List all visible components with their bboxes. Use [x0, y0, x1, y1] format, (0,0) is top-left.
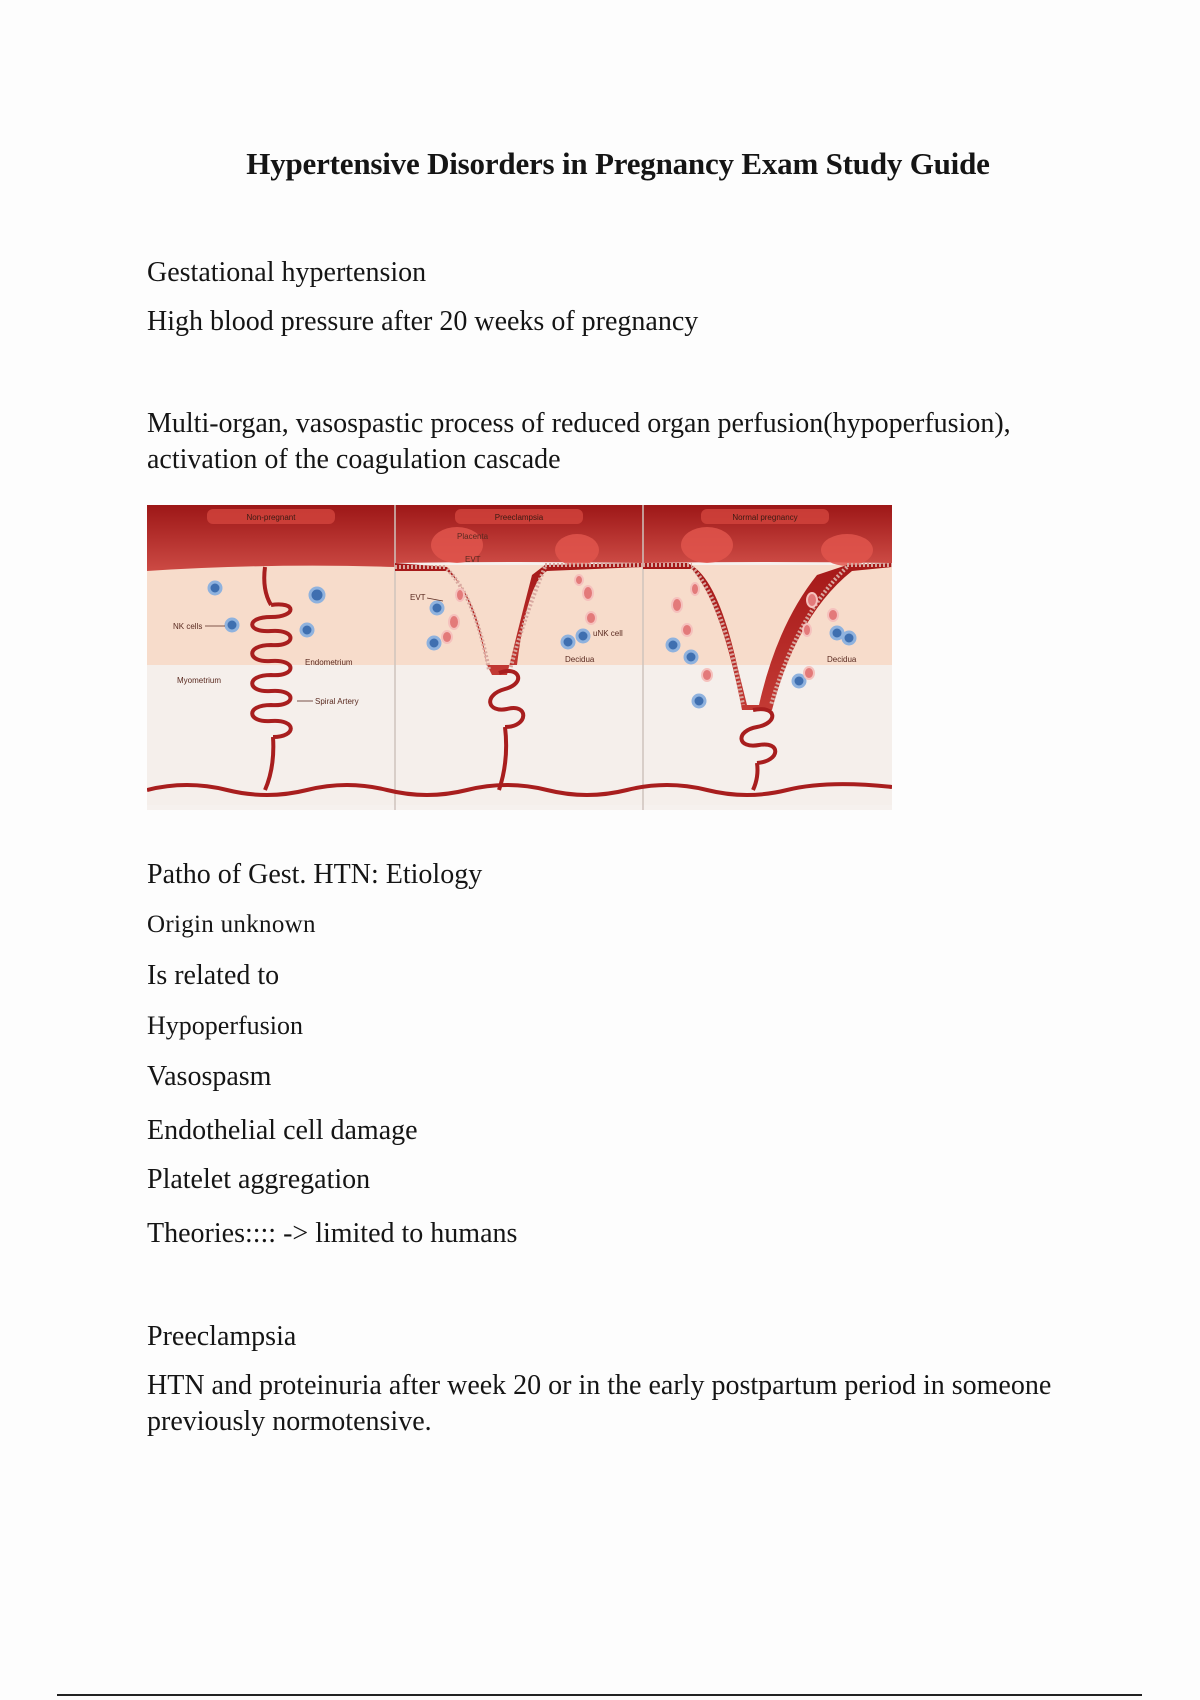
document-title: Hypertensive Disorders in Pregnancy Exam Study Guide — [246, 146, 990, 181]
panel-label-non-pregnant: Non-pregnant — [246, 513, 296, 522]
evt-label-mid: EVT — [465, 555, 481, 564]
process-description: Multi-organ, vasospastic process of reduced organ perfusion(hypoperfusion), activation of the coagulation cascade — [147, 408, 1011, 475]
placenta-label: Placenta — [457, 532, 489, 541]
evt-label: EVT — [410, 593, 426, 602]
spiral-artery-remodeling-figure — [147, 505, 892, 810]
panel-label-preeclampsia: Preeclampsia — [494, 513, 544, 522]
panel-label-normal-pregnancy: Normal pregnancy — [732, 513, 798, 522]
origin-unknown: Origin unknown — [147, 911, 316, 938]
footer-rule — [57, 1694, 1142, 1696]
spiral-artery-label: Spiral Artery — [315, 697, 359, 706]
theories-note: Theories:::: -> limited to humans — [147, 1218, 518, 1249]
gestational-hypertension-heading: Gestational hypertension — [147, 257, 427, 288]
etiology-heading: Patho of Gest. HTN: Etiology — [147, 859, 483, 890]
related-to: Is related to — [147, 960, 280, 991]
myometrium-label: Myometrium — [177, 676, 222, 685]
preeclampsia-heading: Preeclampsia — [147, 1321, 297, 1352]
nk-cells-label: NK cells — [173, 622, 203, 631]
etiology-item-vasospasm: Vasospasm — [147, 1061, 272, 1092]
gestational-hypertension-definition: High blood pressure after 20 weeks of pregnancy — [147, 306, 699, 337]
etiology-item-endothelial-damage: Endothelial cell damage — [147, 1115, 418, 1146]
decidua-label-right: Decidua — [827, 655, 857, 664]
unk-cell-label: uNK cell — [593, 629, 623, 638]
preeclampsia-definition: HTN and proteinuria after week 20 or in the early postpartum period in someone previously normotensive. — [147, 1370, 1052, 1437]
endometrium-label: Endometrium — [305, 658, 353, 667]
etiology-item-hypoperfusion: Hypoperfusion — [147, 1011, 303, 1040]
etiology-item-platelet-aggregation: Platelet aggregation — [147, 1164, 371, 1195]
decidua-label-mid: Decidua — [565, 655, 595, 664]
